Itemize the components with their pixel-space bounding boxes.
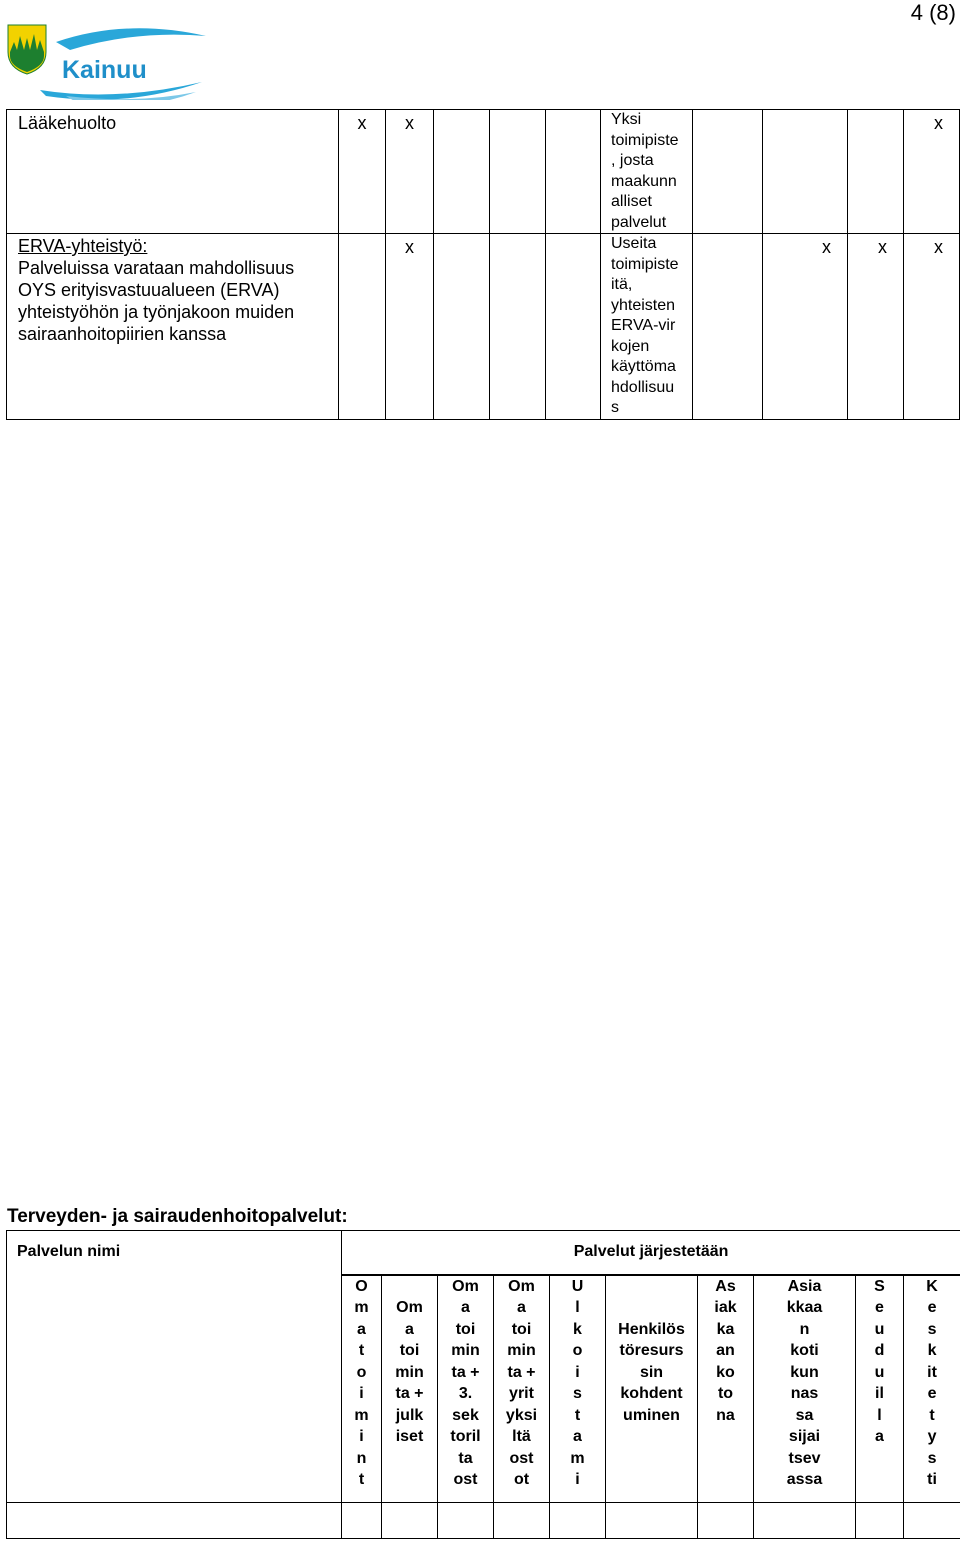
col-seudulla: S e u d u il l a xyxy=(856,1275,904,1503)
table-row xyxy=(7,110,960,234)
col-header-name: Palvelun nimi xyxy=(7,1231,342,1503)
col-asiakkaan-kotikunnassa: Asia kkaa n koti kun nas sa sijai tsev assa xyxy=(754,1275,856,1503)
col-ulkoistami: U l k o i s t a m i xyxy=(550,1275,606,1503)
col-oma-julkiset: Om a toi min ta + julk iset xyxy=(382,1275,438,1503)
svg-text:Kainuu: Kainuu xyxy=(62,56,147,84)
table-row xyxy=(7,234,960,420)
mark-cell: x xyxy=(763,234,848,420)
group-header: Palvelut järjestetään xyxy=(342,1231,960,1275)
mark-cell: x xyxy=(904,234,960,420)
table-header-row xyxy=(7,1231,960,1275)
coat-of-arms-icon xyxy=(8,25,46,74)
service-table-top xyxy=(6,109,960,420)
mark-cell: x xyxy=(848,234,904,420)
mark-cell: x xyxy=(386,110,434,234)
mark-cell: x xyxy=(339,110,386,234)
col-omatoimint: O m a t o i m i n t xyxy=(342,1275,382,1503)
mark-cell: x xyxy=(386,234,434,420)
col-oma-yritykset: Om a toi min ta + yrit yksi ltä ost ot xyxy=(494,1275,550,1503)
table-row xyxy=(7,1503,960,1539)
mark-cell: x xyxy=(904,110,960,234)
col-keskitetysti: K e s k it e t y s ti xyxy=(904,1275,960,1503)
col-asiakkaan-kotona: As iak ka an ko to na xyxy=(698,1275,754,1503)
col-henkilosto: Henkilös töresurs sin kohdent uminen xyxy=(606,1275,698,1503)
page-number: 4 (8) xyxy=(910,0,956,25)
note-cell: Yksi toimipiste , josta maakunn alliset palvelut xyxy=(601,110,693,234)
service-name: ERVA-yhteistyö: Palveluissa varataan mahdollisuus OYS erityisvastuualueen (ERVA) yhteistyöhön ja työnjakoon muiden sairaanhoitopiirien kanssa xyxy=(7,234,339,420)
service-name: Lääkehuolto xyxy=(7,110,339,234)
service-table-bottom xyxy=(6,1230,960,1539)
note-cell: Useita toimipiste itä, yhteisten ERVA-vir kojen käyttöma hdollisuu s xyxy=(601,234,693,420)
col-oma-3sektori: Om a toi min ta + 3. sek toril ta ost xyxy=(438,1275,494,1503)
kainuu-logo xyxy=(6,22,212,100)
section-title: Terveyden- ja sairaudenhoitopalvelut: xyxy=(7,1206,348,1227)
